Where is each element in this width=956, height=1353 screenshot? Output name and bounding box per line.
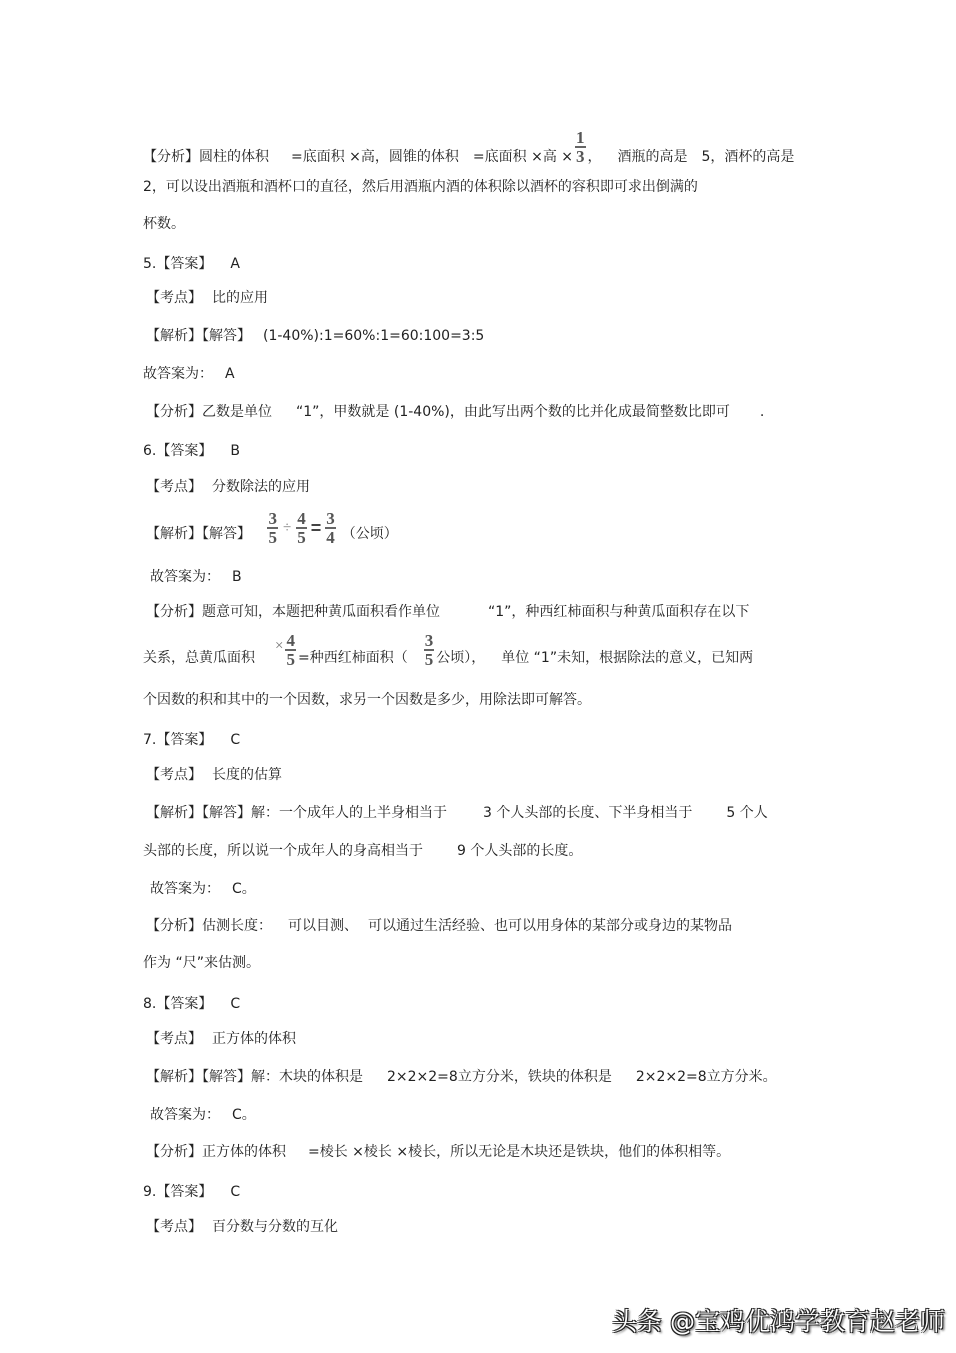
label: 【考点】 <box>146 1219 202 1235</box>
divide-sign: ÷ <box>282 520 292 536</box>
q6-conclusion <box>150 567 242 587</box>
label: 5.【答案】 <box>143 256 213 272</box>
q8-conclusion <box>150 1105 256 1125</box>
value: C。 <box>232 1107 256 1123</box>
label: 故答案为： <box>150 881 220 897</box>
watermark: 头条 @宝鸡优鸿学教育赵老师 <box>612 1307 945 1336</box>
label: 故答案为： <box>150 1107 220 1123</box>
text: 关系，总黄瓜面积 <box>143 650 255 666</box>
text: “1”，种西红柿面积与种黄瓜面积存在以下 <box>488 604 750 620</box>
q6-jiexi <box>146 509 398 552</box>
text: 酒瓶的高是 <box>617 149 688 165</box>
label: 故答案为： <box>143 366 213 382</box>
text: 【分析】乙数是单位 <box>146 404 272 420</box>
q7-jiexi-2 <box>143 841 582 861</box>
value: (1-40%):1=60%:1=60:100=3:5 <box>263 328 485 344</box>
label: 【解析】【解答】 <box>146 526 251 542</box>
q5-kaodian <box>146 288 268 308</box>
q7-jiexi-1 <box>146 803 768 823</box>
text: 公顷）， <box>436 650 486 666</box>
q7-kaodian <box>146 765 282 785</box>
times-sign: × <box>275 638 284 654</box>
q5-fenxi <box>146 402 764 422</box>
text: 【分析】估测长度： <box>146 918 272 934</box>
label: 8.【答案】 <box>143 996 213 1012</box>
label: 6.【答案】 <box>143 443 213 459</box>
answer-value: C <box>230 732 241 748</box>
fraction-4-5: $\frac{4}{5}$ <box>286 631 295 669</box>
q7-fenxi-1 <box>146 916 732 936</box>
q7-answer <box>143 730 240 750</box>
text: ， <box>587 149 602 165</box>
text: =底面积 ×高 × <box>472 149 574 165</box>
text: 5 个人 <box>726 805 768 821</box>
text: 头部的长度，所以说一个成年人的身高相当于 <box>143 843 423 859</box>
q7-conclusion <box>150 879 256 899</box>
text: 单位 “1”未知，根据除法的意义，已知两 <box>501 650 754 666</box>
answer-value: C <box>230 996 241 1012</box>
value: 比的应用 <box>212 290 268 306</box>
text: 【解析】【解答】解：木块的体积是 <box>146 1069 363 1085</box>
label: 7.【答案】 <box>143 732 213 748</box>
text: 【分析】题意可知，本题把种黄瓜面积看作单位 <box>146 604 440 620</box>
fraction-3-5: $\frac{3}{5}$ <box>424 631 434 669</box>
value: 分数除法的应用 <box>212 479 310 495</box>
q6-fenxi-1 <box>146 602 749 622</box>
answer-value: A <box>230 256 240 272</box>
answer-value: C <box>230 1184 241 1200</box>
value: A <box>225 366 235 382</box>
text: =底面积 ×高，圆锥的体积 <box>291 149 459 165</box>
text: 5，酒杯的高是 <box>701 149 795 165</box>
q5-answer <box>143 254 240 274</box>
value: 长度的估算 <box>212 767 282 783</box>
text: 2×2×2=8立方分米，铁块的体积是 <box>387 1069 612 1085</box>
label: 【考点】 <box>146 479 202 495</box>
text: 【分析】正方体的体积 <box>146 1144 286 1160</box>
value: 正方体的体积 <box>212 1031 296 1047</box>
q6-kaodian <box>146 477 310 497</box>
fraction-3-4: $\frac{3}{4}$ <box>326 509 335 547</box>
label: 故答案为： <box>150 569 220 585</box>
text: 【解析】【解答】解：一个成年人的上半身相当于 <box>146 805 447 821</box>
label: 【解析】【解答】 <box>146 328 251 344</box>
q8-jiexi <box>146 1067 777 1087</box>
q8-fenxi <box>146 1142 730 1162</box>
analysis-line-q4 <box>143 128 795 174</box>
value: B <box>232 569 242 585</box>
q6-answer <box>143 441 240 461</box>
label: 【考点】 <box>146 767 202 783</box>
q6-fenxi-3: 个因数的积和其中的一个因数，求另一个因数是多少，用除法即可解答。 <box>143 692 591 708</box>
equals-sign: = <box>310 518 322 538</box>
text: . <box>759 404 765 420</box>
text: 可以通过生活经验、也可以用身体的某部分或身边的某物品 <box>368 918 732 934</box>
value: 百分数与分数的互化 <box>212 1219 338 1235</box>
value: C。 <box>232 881 256 897</box>
q6-fenxi-2 <box>143 631 754 676</box>
analysis-line-q4-2: 2，可以设出酒瓶和酒杯口的直径，然后用酒瓶内酒的体积除以酒杯的容积即可求出倒满的 <box>143 179 698 195</box>
unit: （公顷） <box>341 526 398 542</box>
fraction-4-5: $\frac{4}{5}$ <box>297 509 306 547</box>
answer-value: B <box>230 443 240 459</box>
analysis-line-q4-3: 杯数。 <box>143 216 185 232</box>
text: “1”，甲数就是 (1-40%)，由此写出两个数的比并化成最简整数比即可 <box>296 404 730 420</box>
label: 【考点】 <box>146 290 202 306</box>
q9-answer <box>143 1182 240 1202</box>
text: 3 个人头部的长度、下半身相当于 <box>483 805 693 821</box>
q7-fenxi-2: 作为 “尺”来估测。 <box>143 955 260 971</box>
q8-answer <box>143 994 240 1014</box>
fraction-3-5: $\frac{3}{5}$ <box>268 509 277 547</box>
q8-kaodian <box>146 1029 296 1049</box>
q5-conclusion <box>143 364 235 384</box>
text: 【分析】圆柱的体积 <box>143 149 269 165</box>
text: 可以目测、 <box>288 918 358 934</box>
label: 【考点】 <box>146 1031 202 1047</box>
q9-kaodian <box>146 1217 338 1237</box>
text: =棱长 ×棱长 ×棱长，所以无论是木块还是铁块，他们的体积相等。 <box>308 1144 731 1160</box>
text: 9 个人头部的长度。 <box>457 843 583 859</box>
q5-jiexi <box>146 326 484 346</box>
fraction-one-third: $\frac{1}{3}$ <box>576 128 585 166</box>
label: 9.【答案】 <box>143 1184 213 1200</box>
text: 2×2×2=8立方分米。 <box>635 1069 777 1085</box>
text: =种西红柿面积（ <box>297 650 408 666</box>
